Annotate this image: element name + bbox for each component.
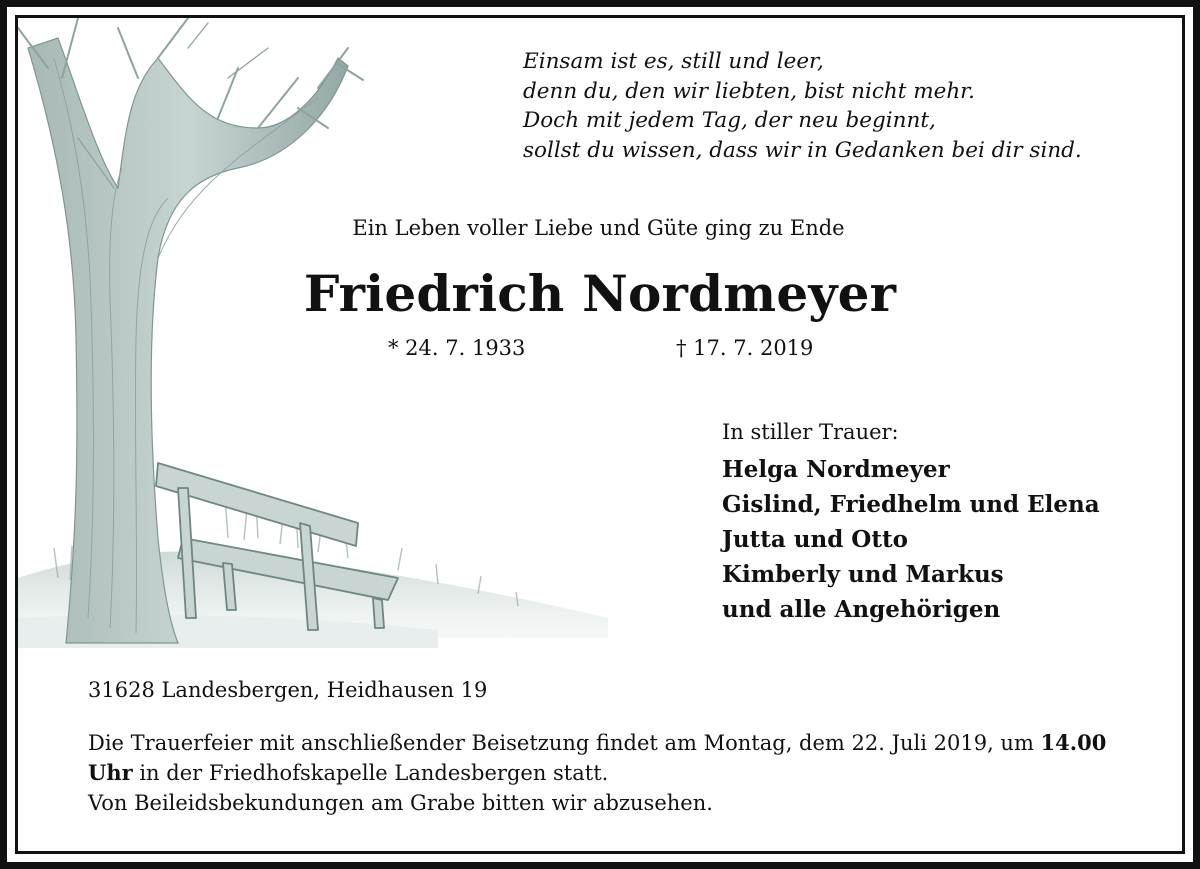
poem-line: Doch mit jedem Tag, der neu beginnt, [523,108,936,133]
poem-line: sollst du wissen, dass wir in Gedanken bei dir sind. [523,137,1082,163]
intro-text: Ein Leben voller Liebe und Güte ging zu Ende [352,216,845,240]
mourner-name: Gislind, Friedhelm und Elena [722,491,1100,518]
intro-line [0,216,1199,240]
death-date: † 17. 7. 2019 [676,336,814,360]
mourning-label: In stiller Trauer: [722,420,899,444]
poem-line: denn du, den wir liebten, bist nicht mehr. [523,78,975,104]
deceased-name: Friedrich Nordmeyer [303,264,897,323]
poem-line: Einsam ist es, still und leer, [523,49,824,74]
poem [523,47,1163,165]
birth-date: * 24. 7. 1933 [388,336,526,360]
closing-note: Von Beileidsbekundungen am Grabe bitten wir abzusehen. [88,791,713,815]
service-announcement [88,728,1148,788]
service-text-before: Die Trauerfeier mit anschließender Beisetzung findet am Montag, dem 22. Juli 2019, um [88,731,1041,755]
service-text-after: in der Friedhofskapelle Landesbergen statt. [132,761,609,785]
mourner-name: Helga Nordmeyer [722,456,950,483]
service-time: 14.00 Uhr [88,730,1107,785]
mourner-name: Jutta und Otto [722,526,908,553]
address: 31628 Landesbergen, Heidhausen 19 [88,678,488,702]
mourner-list [722,452,1100,627]
mourner-name: und alle Angehörigen [722,596,1001,623]
mourner-name: Kimberly und Markus [722,561,1004,588]
